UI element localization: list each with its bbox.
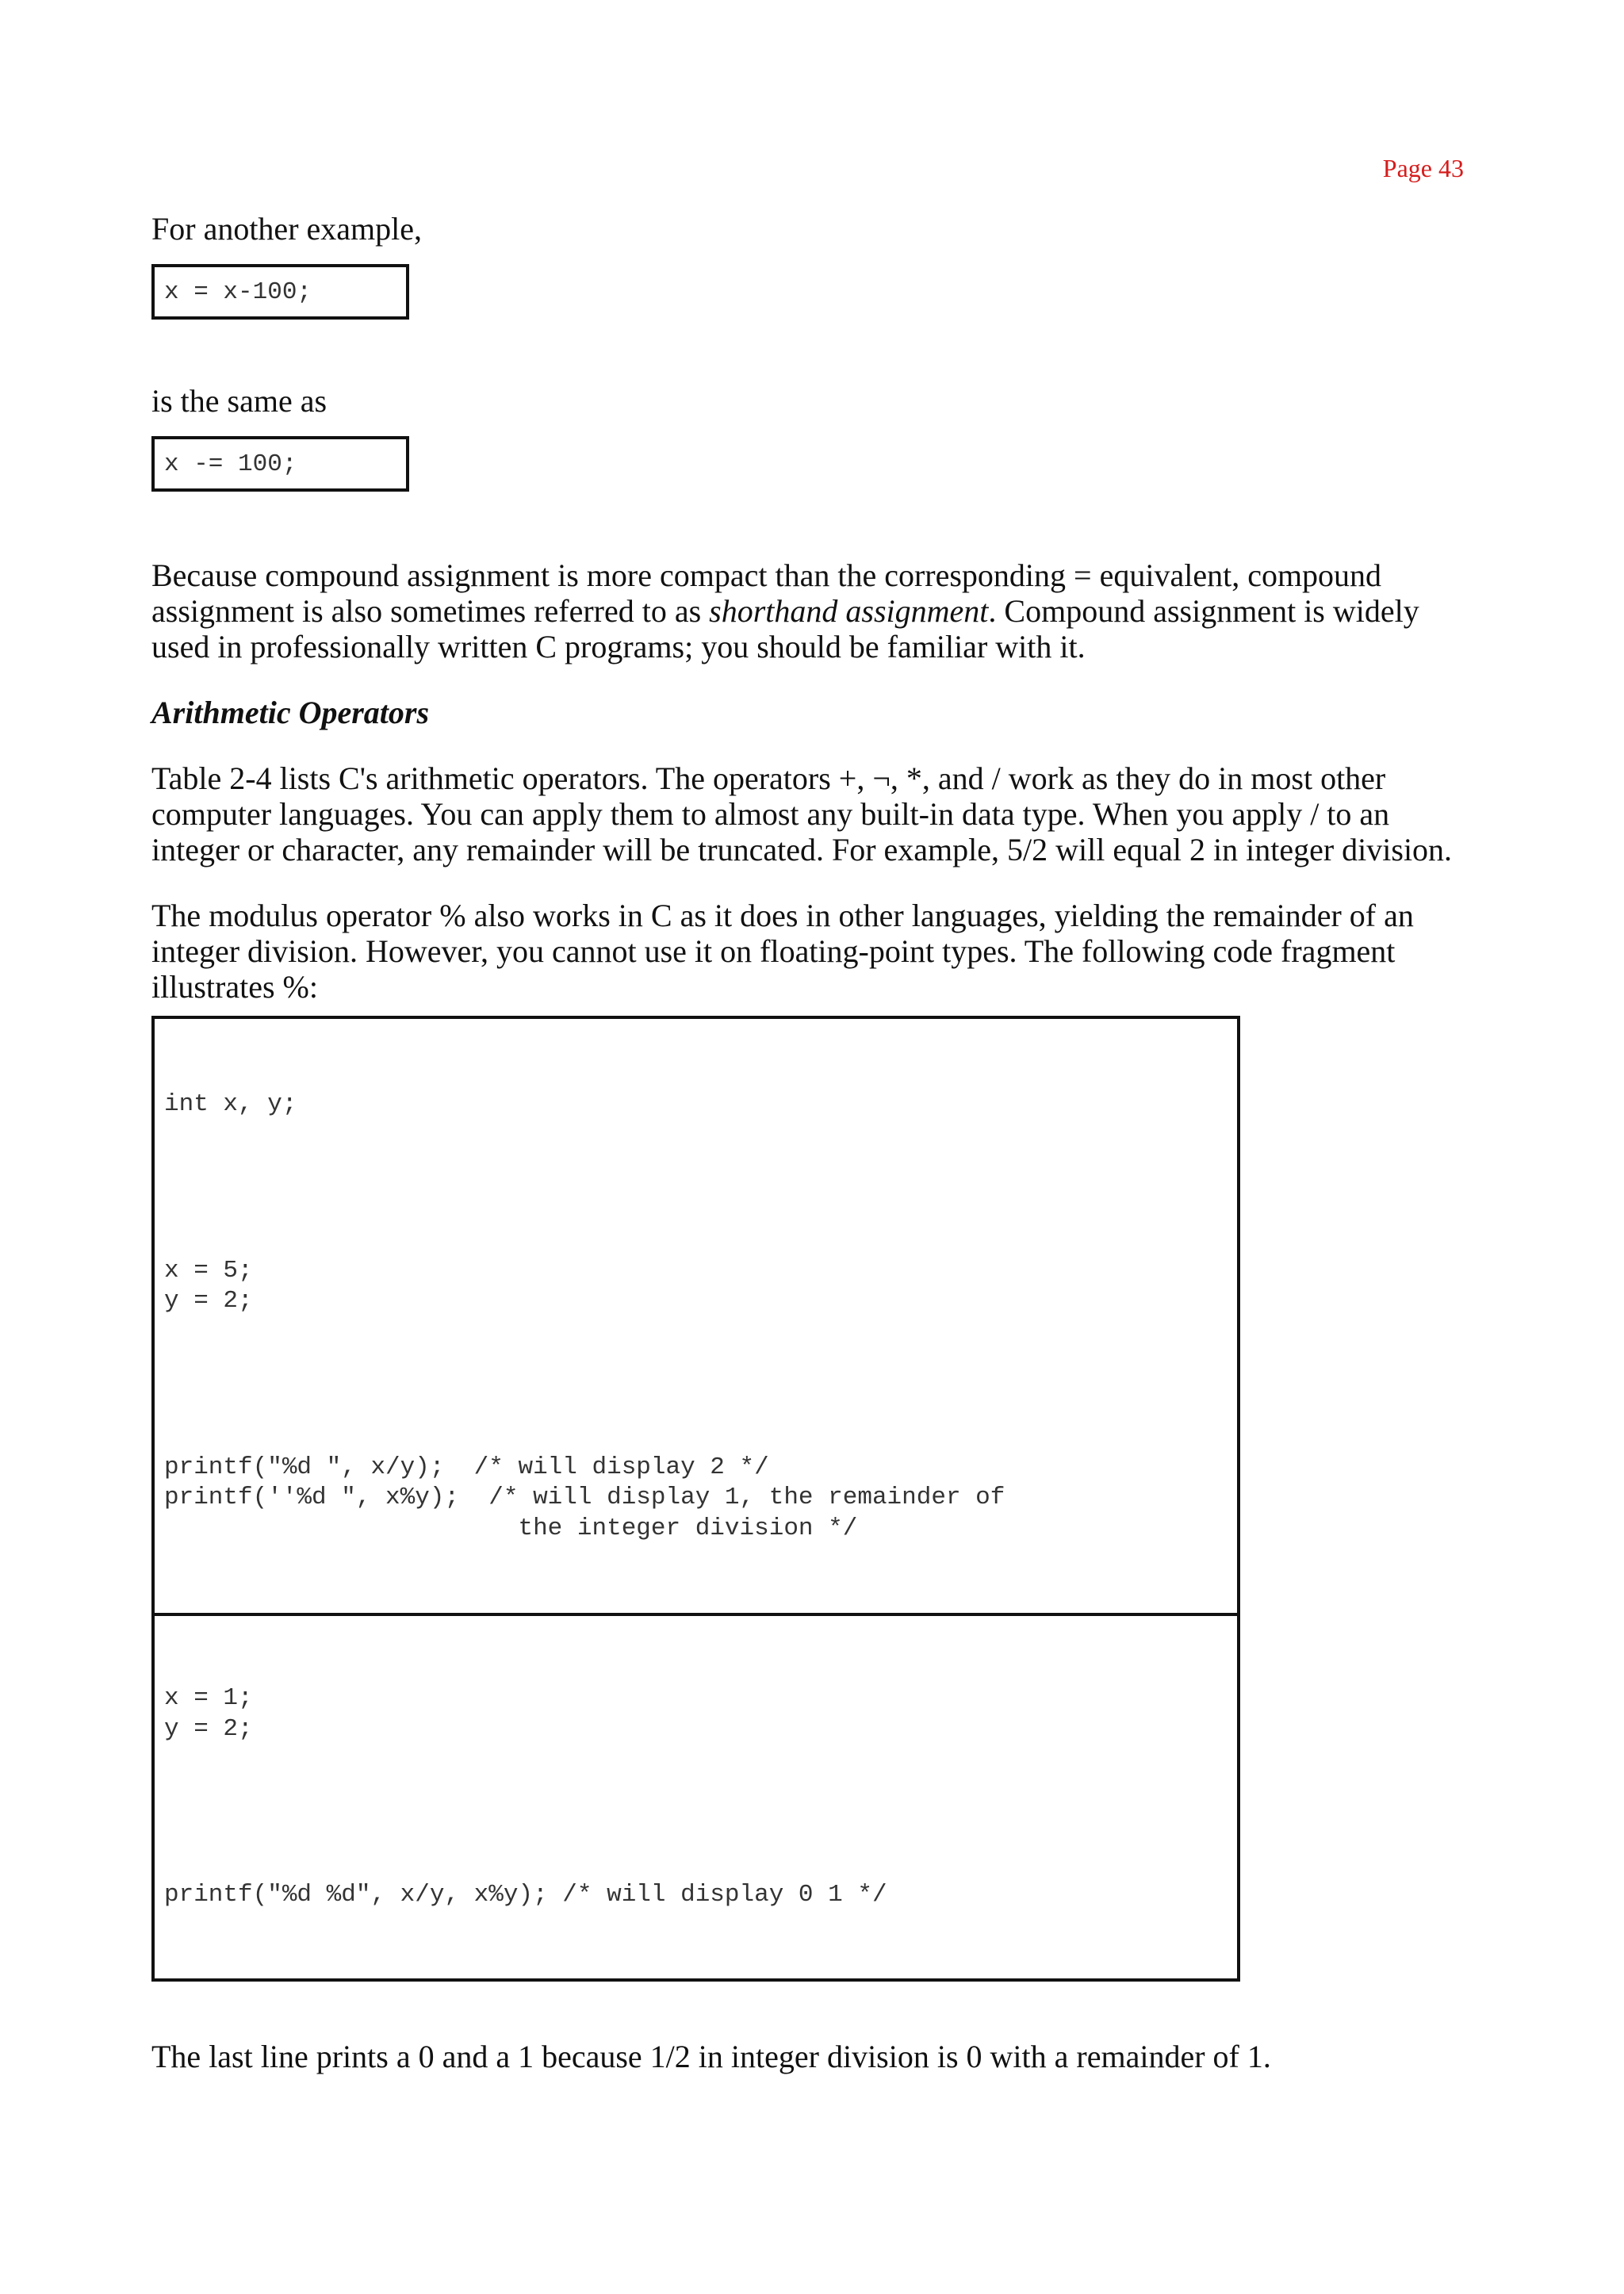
modulus-code-block bbox=[151, 1016, 1240, 1982]
compound-assignment-paragraph bbox=[151, 557, 1468, 664]
compound-text-after: . Compound assignment is widely used in professionally written C programs; you should be familiar with it. bbox=[151, 593, 1419, 664]
code-example-subtract: x = x-100; bbox=[151, 264, 409, 320]
code-example-compound: x -= 100; bbox=[151, 436, 409, 492]
page-number: Page 43 bbox=[1382, 154, 1464, 182]
code-assign-second: x = 1; y = 2; bbox=[164, 1684, 253, 1743]
code-assign-first: x = 5; y = 2; bbox=[164, 1256, 253, 1315]
shorthand-assignment-term: shorthand assignment bbox=[709, 593, 989, 629]
code-block-top bbox=[155, 1019, 1237, 1613]
code-printf-first: printf("%d ", x/y); /* will display 2 */ printf(''%d ", x%y); /* will display 1, the remainder of the integer division */ bbox=[164, 1453, 1005, 1542]
arithmetic-paragraph: Table 2-4 lists C's arithmetic operators. The operators +, ¬, *, and / work as they do in most other computer languages. You can apply them to almost any built-in data type. When you apply / to an integer or character, any remainder will be truncated. For example, 5/2 will equal 2 in integer division. bbox=[151, 760, 1453, 867]
same-as-paragraph: is the same as bbox=[151, 383, 327, 419]
code-printf-second: printf("%d %d", x/y, x%y); /* will display 0 1 */ bbox=[164, 1881, 887, 1909]
page-content bbox=[151, 211, 1468, 2074]
closing-paragraph: The last line prints a 0 and a 1 because 1/2 in integer division is 0 with a remainder of 1. bbox=[151, 2038, 1271, 2074]
section-heading: Arithmetic Operators bbox=[151, 695, 430, 730]
code-declaration: int x, y; bbox=[164, 1090, 297, 1118]
code-block-bottom bbox=[155, 1616, 1237, 1978]
modulus-paragraph: The modulus operator % also works in C as it does in other languages, yielding the remainder of an integer division. However, you cannot use it on floating-point types. The following code fragment illustrates %: bbox=[151, 898, 1414, 1005]
intro-paragraph: For another example, bbox=[151, 211, 422, 247]
compound-text-before: Because compound assignment is more compact than the corresponding = equivalent, compound assignment is also sometimes referred to as bbox=[151, 557, 1382, 629]
